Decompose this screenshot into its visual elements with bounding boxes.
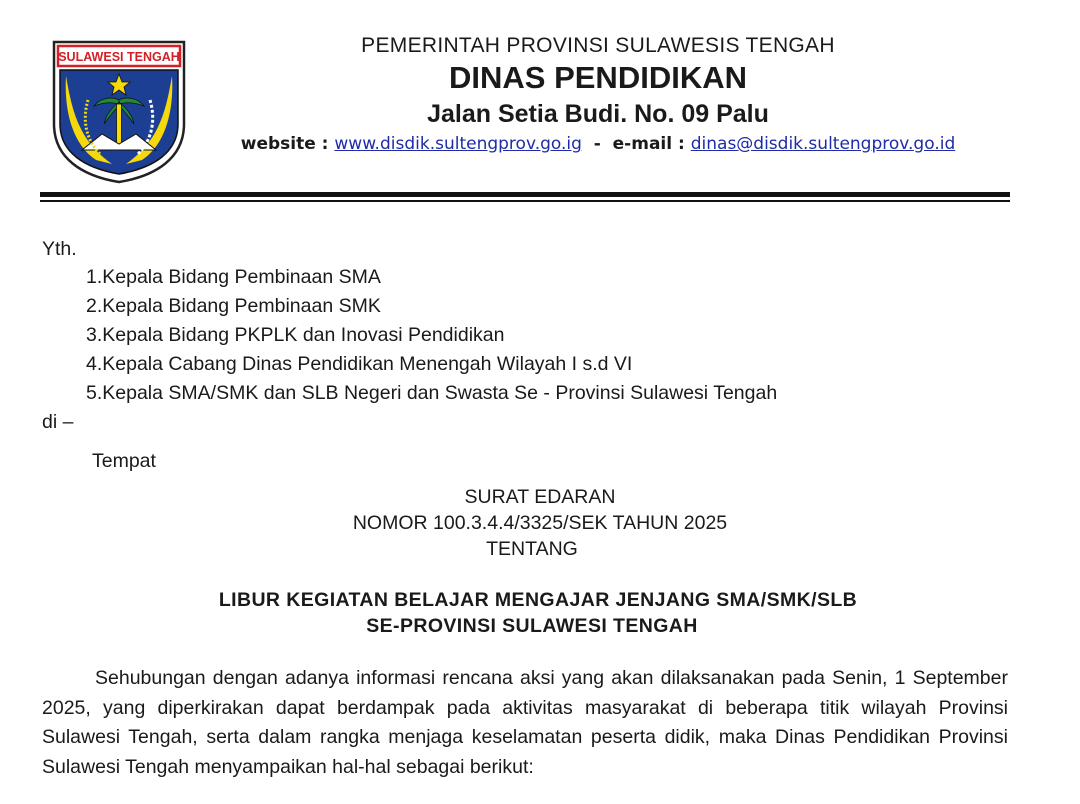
website-link[interactable]: www.disdik.sultengprov.go.ig (334, 134, 582, 154)
office-address: Jalan Setia Budi. No. 09 Palu (427, 100, 769, 128)
circular-subject-line1: LIBUR KEGIATAN BELAJAR MENGAJAR JENJANG SMA/SMK/SLB (218, 589, 858, 611)
recipient-item: 3.Kepala Bidang PKPLK dan Inovasi Pendidikan (86, 324, 505, 346)
recipient-item: 2.Kepala Bidang Pembinaan SMK (86, 295, 381, 317)
email-link[interactable]: dinas@disdik.sultengprov.go.id (690, 134, 956, 154)
circular-number: NOMOR 100.3.4.4/3325/SEK TAHUN 2025 (352, 512, 728, 534)
salutation: Yth. (42, 238, 77, 260)
body-paragraph (42, 664, 1008, 782)
letterhead-divider-thick (40, 192, 1010, 197)
circular-about-label: TENTANG (486, 538, 578, 560)
contact-separator: - (593, 134, 601, 154)
logo-banner-text: SULAWESI TENGAH (58, 50, 180, 64)
recipient-item: 1.Kepala Bidang Pembinaan SMA (86, 266, 381, 288)
letterhead-divider-thin (40, 200, 1010, 202)
location-prefix: di – (42, 411, 74, 433)
recipient-item: 5.Kepala SMA/SMK dan SLB Negeri dan Swasta Se - Provinsi Sulawesi Tengah (86, 382, 778, 404)
office-name: DINAS PENDIDIKAN (449, 60, 747, 95)
website-label: website : (240, 134, 329, 154)
email-label: e-mail : (612, 134, 685, 154)
body-paragraph-text: Sehubungan dengan adanya informasi rencana aksi yang akan dilaksanakan pada Senin, 1 September 2025, yang diperkirakan dapat berdampak pada aktivitas masyarakat di beberapa titik wilayah Provinsi Sulawesi Tengah, serta dalam rangka menjaga keselamatan peserta didik, maka Dinas Pendidikan Provinsi Sulawesi Tengah menyampaikan hal-hal sebagai berikut: (42, 667, 1008, 778)
contact-line (58, 134, 1080, 154)
circular-subject-line2: SE-PROVINSI SULAWESI TENGAH (366, 615, 698, 637)
location: Tempat (92, 450, 156, 472)
circular-type: SURAT EDARAN (464, 486, 616, 508)
recipient-item: 4.Kepala Cabang Dinas Pendidikan Menengah Wilayah I s.d VI (86, 353, 633, 375)
government-name: PEMERINTAH PROVINSI SULAWESIS TENGAH (361, 34, 835, 57)
